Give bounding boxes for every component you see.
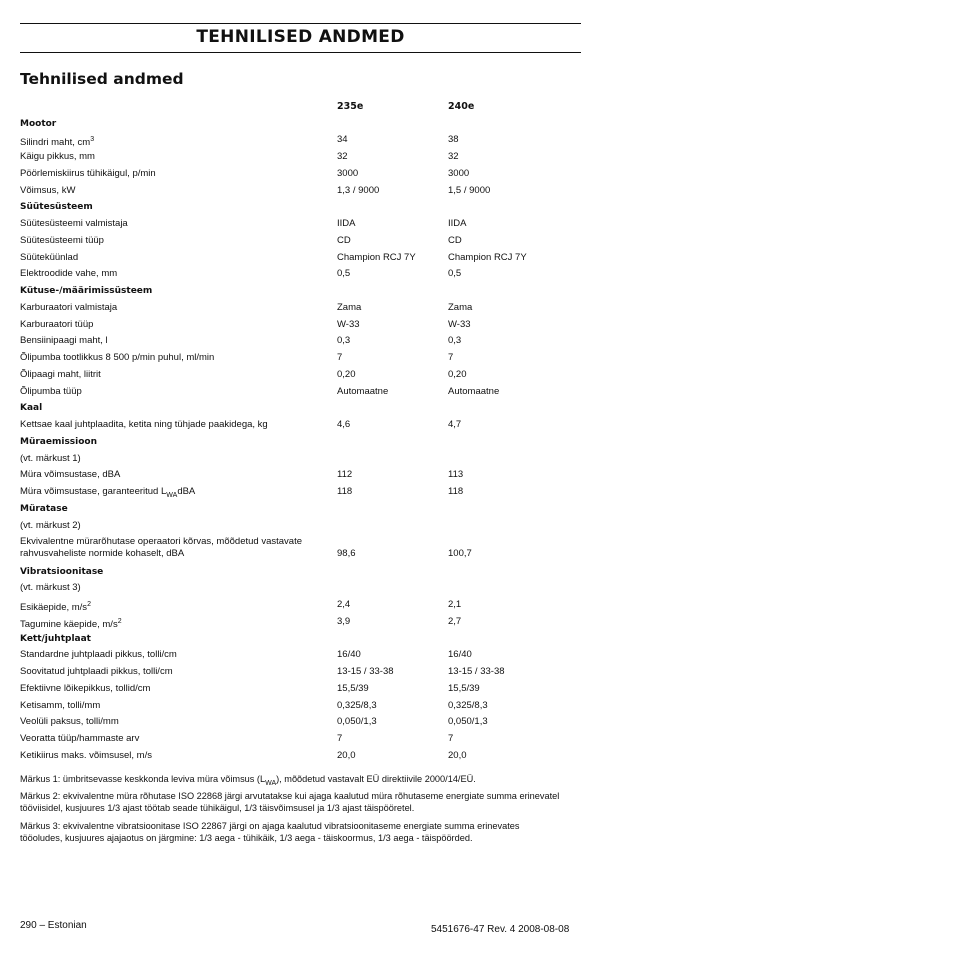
spec-value-240e: 3000 [448,168,470,179]
note-3: Märkus 3: ekvivalentne vibratsioonitase ISO 22867 järgi on ajaga kaalutud vibratsioonitaseme energiate summa erinevates tööoludes, kusjuures ajajaotus on järgmine: 1/3 aega - tühikäik, 1/3 aega - täiskoormus, 1/3 aega - täispöörded. [20,821,520,843]
column-header-235e: 235e [337,101,364,112]
page-header-title: TEHNILISED ANDMED [196,27,405,47]
spec-value-240e: 0,3 [448,335,462,346]
spec-label: Ekvivalentne mürarõhutase operaatori kõrvas, mõõdetud vastavate rahvusvaheliste normide kohaselt, dBA [20,536,302,559]
spec-value-240e: 118 [448,486,464,497]
spec-value-235e: 0,050/1,3 [337,716,377,727]
spec-label: Karburaatori tüüp [20,319,94,330]
spec-value-240e: W-33 [448,319,471,330]
spec-label: Esikäepide, $m/s^2$ [20,601,91,614]
spec-value-240e: 113 [448,469,464,480]
spec-value-240e: 20,0 [448,750,467,761]
spec-label: Standardne juhtplaadi pikkus, tolli/cm [20,649,177,660]
spec-value-240e: 100,7 [448,548,472,559]
note-1: Märkus 1: ümbritsevasse keskkonda leviva müra võimsus $(L_{WA})$, mõõdetud vastavalt EÜ direktiivile 2000/14/EÜ. [20,774,476,787]
spec-value-235e: Champion RCJ 7Y [337,252,416,263]
spec-value-240e: 16/40 [448,649,472,660]
spec-value-235e: 16/40 [337,649,361,660]
spec-label: (vt. märkust 1) [20,453,81,464]
spec-label: (vt. märkust 3) [20,582,81,593]
spec-label: Süütesüsteemi tüüp [20,235,104,246]
footer-document-id: 5451676-47 Rev. 4 2008-08-08 [431,924,570,935]
spec-label: Müra võimsustase, dBA [20,469,121,480]
spec-value-235e: 0,3 [337,335,351,346]
spec-value-235e: 4,6 [337,419,351,430]
spec-value-235e: 112 [337,469,353,480]
spec-label: Kaal [20,403,43,413]
spec-value-240e: 1,5 / 9000 [448,185,491,196]
spec-value-235e: 98,6 [337,548,356,559]
spec-label: Õlipumba tüüp [20,386,82,397]
spec-value-235e: 3000 [337,168,359,179]
spec-value-240e: 38 [448,134,459,145]
spec-label: Kett/juhtplaat [20,634,91,644]
spec-value-235e: 13-15 / 33-38 [337,666,394,677]
spec-value-240e: 7 [448,352,454,363]
spec-label: Kütuse-/määrimissüsteem [20,286,153,296]
spec-value-240e: IIDA [448,218,467,229]
spec-label: Süüteküünlad [20,252,79,263]
spec-label: Veolüli paksus, tolli/mm [20,716,119,727]
spec-value-240e: 2,1 [448,599,462,610]
spec-label: Pöörlemiskiirus tühikäigul, p/min [20,168,156,179]
spec-value-235e: 118 [337,486,353,497]
spec-label: Müraemissioon [20,437,98,447]
spec-label: Müra võimsustase, garanteeritud $L_{WA}dBA$ [20,486,196,499]
footer-page-number: 290 – Estonian [20,920,87,931]
section-title: Tehnilised andmed [20,70,184,88]
note-2: Märkus 2: ekvivalentne müra rõhutase ISO 22868 järgi arvutatakse kui ajaga kaalutud müra rõhutaseme energiate summa erinevatel tööviisidel, kusjuures 1/3 ajast töötab seade tühikäigul, 1/3 täisvõimsusel ja 1/3 ajast täispööretel. [20,791,560,813]
spec-value-240e: 7 [448,733,454,744]
spec-value-235e: 7 [337,733,343,744]
spec-label: (vt. märkust 2) [20,520,81,531]
spec-value-240e: CD [448,235,462,246]
spec-label: Käigu pikkus, mm [20,151,95,162]
spec-value-235e: 7 [337,352,343,363]
spec-value-235e: 32 [337,151,348,162]
spec-label: Vibratsioonitase [20,567,104,577]
spec-value-240e: Champion RCJ 7Y [448,252,527,263]
spec-value-235e: 3,9 [337,616,351,627]
spec-value-240e: 32 [448,151,459,162]
spec-label: Õlipaagi maht, liitrit [20,369,101,380]
spec-value-235e: 20,0 [337,750,356,761]
spec-value-235e: Automaatne [337,386,389,397]
spec-value-240e: 2,7 [448,616,462,627]
column-header-240e: 240e [448,101,475,112]
spec-value-240e: 0,050/1,3 [448,716,488,727]
spec-value-235e: 0,20 [337,369,356,380]
spec-label: Veoratta tüüp/hammaste arv [20,733,140,744]
spec-value-235e: 0,5 [337,268,351,279]
spec-label: Tagumine käepide, $m/s^2$ [20,618,122,631]
spec-label: Karburaatori valmistaja [20,302,118,313]
spec-value-235e: 1,3 / 9000 [337,185,380,196]
spec-value-235e: 2,4 [337,599,351,610]
spec-value-235e: 15,5/39 [337,683,369,694]
spec-label: Soovitatud juhtplaadi pikkus, tolli/cm [20,666,173,677]
spec-label: Bensiinipaagi maht, l [20,335,108,346]
spec-label: Silindri maht, $cm^3$ [20,136,95,149]
spec-value-235e: Zama [337,302,362,313]
spec-label: Võimsus, kW [20,185,76,196]
spec-value-240e: 13-15 / 33-38 [448,666,505,677]
spec-label: Efektiivne lõikepikkus, tollid/cm [20,683,151,694]
spec-value-240e: Automaatne [448,386,500,397]
spec-value-235e: 34 [337,134,348,145]
spec-value-240e: 0,5 [448,268,462,279]
spec-label: Müratase [20,504,68,514]
spec-label: Elektroodide vahe, mm [20,268,118,279]
spec-value-235e: IIDA [337,218,356,229]
spec-value-240e: 0,325/8,3 [448,700,488,711]
spec-label: Ketisamm, tolli/mm [20,700,101,711]
spec-label: Mootor [20,119,57,129]
spec-label: Õlipumba tootlikkus 8 500 p/min puhul, ml/min [20,352,215,363]
spec-value-235e: CD [337,235,351,246]
spec-label: Ketikiirus maks. võimsusel, m/s [20,750,152,761]
spec-label: Kettsae kaal juhtplaadita, ketita ning tühjade paakidega, kg [20,419,268,430]
spec-value-240e: 15,5/39 [448,683,480,694]
spec-value-240e: 4,7 [448,419,462,430]
spec-value-240e: 0,20 [448,369,467,380]
spec-value-240e: Zama [448,302,473,313]
spec-value-235e: W-33 [337,319,360,330]
spec-label: Süütesüsteemi valmistaja [20,218,128,229]
spec-value-235e: 0,325/8,3 [337,700,377,711]
spec-label: Süütesüsteem [20,202,93,212]
page-header [20,23,581,53]
